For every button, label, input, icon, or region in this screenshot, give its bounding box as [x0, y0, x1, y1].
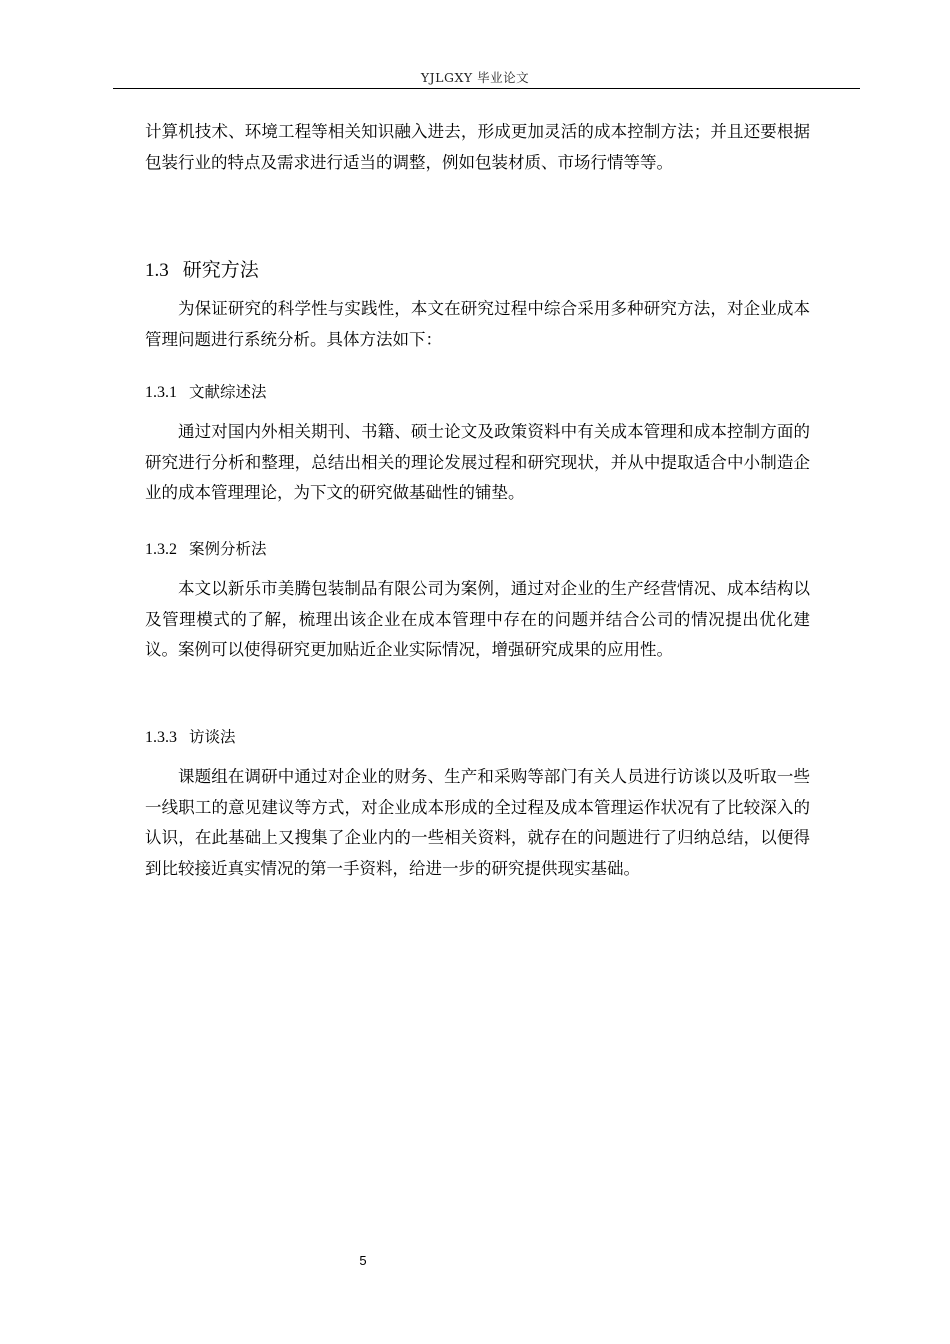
intro-block: [145, 117, 810, 178]
section-heading: [145, 255, 259, 282]
subsection-body-2: [145, 574, 810, 666]
subsection-number: 1.3.3: [145, 729, 177, 746]
subsection-paragraph: 本文以新乐市美腾包装制品有限公司为案例，通过对企业的生产经营情况、成本结构以及管理模式的了解，梳理出该企业在成本管理中存在的问题并结合公司的情况提出优化建议。案例可以使得研究更加贴近企业实际情况，增强研究成果的应用性。: [145, 579, 810, 659]
intro-paragraph: 计算机技术、环境工程等相关知识融入进去，形成更加灵活的成本控制方法；并且还要根据包装行业的特点及需求进行适当的调整，例如包装材质、市场行情等等。: [145, 122, 810, 172]
subsection-number: 1.3.2: [145, 541, 177, 558]
section-paragraph: 为保证研究的科学性与实践性，本文在研究过程中综合采用多种研究方法，对企业成本管理问题进行系统分析。具体方法如下：: [145, 299, 810, 349]
subsection-heading-3: [145, 725, 236, 747]
subsection-heading-1: [145, 380, 267, 402]
subsection-title: 文献综述法: [189, 383, 267, 401]
subsection-paragraph: 课题组在调研中通过对企业的财务、生产和采购等部门有关人员进行访谈以及听取一些一线职工的意见建议等方式，对企业成本形成的全过程及成本管理运作状况有了比较深入的认识，在此基础上又搜集了企业内的一些相关资料，就存在的问题进行了归纳总结，以便得到比较接近真实情况的第一手资料，给进一步的研究提供现实基础。: [145, 767, 810, 878]
subsection-paragraph: 通过对国内外相关期刊、书籍、硕士论文及政策资料中有关成本管理和成本控制方面的研究进行分析和整理，总结出相关的理论发展过程和研究现状，并从中提取适合中小制造企业的成本管理理论，为下文的研究做基础性的铺垫。: [145, 422, 810, 502]
running-header: YJLGXY 毕业论文: [420, 70, 530, 85]
section-title: 研究方法: [182, 259, 259, 281]
subsection-heading-2: [145, 537, 267, 559]
subsection-title: 访谈法: [189, 728, 236, 746]
subsection-body-1: [145, 417, 810, 509]
page-number: 5: [359, 1253, 367, 1268]
subsection-number: 1.3.1: [145, 384, 177, 401]
section-body: [145, 294, 810, 355]
header-divider: [113, 88, 860, 89]
section-number: 1.3: [145, 260, 169, 281]
subsection-body-3: [145, 762, 810, 884]
subsection-title: 案例分析法: [189, 540, 267, 558]
